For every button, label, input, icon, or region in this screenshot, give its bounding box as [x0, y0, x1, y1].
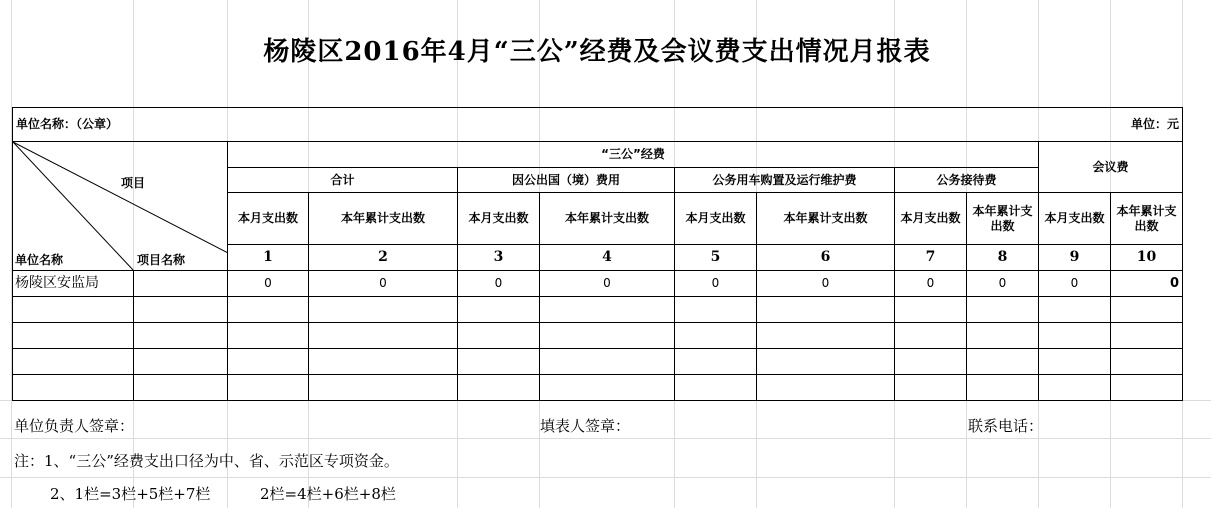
meeting-month-header: 本月支出数: [1039, 193, 1111, 245]
column-number: 6: [757, 245, 895, 271]
reception-header: 公务接待费: [895, 168, 1039, 193]
value-cell[interactable]: 0: [309, 271, 458, 297]
vehicle-header: 公务用车购置及运行维护费: [675, 168, 895, 193]
empty-cell[interactable]: [1039, 375, 1111, 401]
diagonal-lines: [13, 142, 228, 271]
reception-year-header: 本年累计支出数: [967, 193, 1039, 245]
note-2a: 2、1栏=3栏+5栏+7栏: [50, 485, 211, 503]
empty-cell[interactable]: [1111, 349, 1183, 375]
value-cell[interactable]: 0: [967, 271, 1039, 297]
value-cell[interactable]: 0: [458, 271, 540, 297]
empty-cell[interactable]: [1111, 323, 1183, 349]
total-header: 合计: [228, 168, 458, 193]
table-row[interactable]: [13, 349, 1183, 375]
table-row[interactable]: [13, 297, 1183, 323]
column-number: 10: [1111, 245, 1183, 271]
empty-cell[interactable]: [1111, 375, 1183, 401]
empty-cell[interactable]: [13, 375, 134, 401]
empty-cell[interactable]: [13, 349, 134, 375]
empty-cell[interactable]: [967, 297, 1039, 323]
org-name-cell[interactable]: 杨陵区安监局: [13, 271, 134, 297]
note-1: 注：1、“三公”经费支出口径为中、省、示范区专项资金。: [14, 452, 399, 470]
phone-label: 联系电话：: [968, 417, 1044, 435]
empty-cell[interactable]: [1111, 297, 1183, 323]
empty-cell[interactable]: [895, 349, 967, 375]
total-year-header: 本年累计支出数: [309, 193, 458, 245]
empty-cell[interactable]: [134, 375, 228, 401]
item-name-header: 项目名称: [137, 253, 186, 267]
empty-cell[interactable]: [228, 349, 309, 375]
empty-cell[interactable]: [458, 349, 540, 375]
total-month-header: 本月支出数: [228, 193, 309, 245]
empty-cell[interactable]: [895, 323, 967, 349]
abroad-month-header: 本月支出数: [458, 193, 540, 245]
empty-cell[interactable]: [458, 323, 540, 349]
empty-cell[interactable]: [757, 375, 895, 401]
column-number: 1: [228, 245, 309, 271]
vehicle-year-header: 本年累计支出数: [757, 193, 895, 245]
value-cell[interactable]: 0: [895, 271, 967, 297]
note-2b: 2栏=4栏+6栏+8栏: [260, 485, 396, 503]
empty-cell[interactable]: [757, 323, 895, 349]
empty-cell[interactable]: [895, 297, 967, 323]
empty-cell[interactable]: [458, 375, 540, 401]
vehicle-month-header: 本月支出数: [675, 193, 757, 245]
unit-name-label: 单位名称：（公章）: [13, 108, 309, 142]
empty-cell[interactable]: [675, 323, 757, 349]
empty-cell[interactable]: [540, 375, 675, 401]
head-signature-label: 单位负责人签章：: [14, 417, 135, 435]
empty-cell[interactable]: [228, 375, 309, 401]
column-number: 5: [675, 245, 757, 271]
unit-name-header: 单位名称: [15, 253, 64, 267]
report-title: 杨陵区2016年4月“三公”经费及会议费支出情况月报表: [263, 37, 931, 67]
meeting-header: 会议费: [1039, 142, 1183, 193]
empty-cell[interactable]: [967, 323, 1039, 349]
value-cell[interactable]: 0: [1111, 271, 1183, 297]
report-table: [12, 107, 1183, 401]
abroad-header: 因公出国（境）费用: [458, 168, 675, 193]
value-cell[interactable]: 0: [228, 271, 309, 297]
empty-cell[interactable]: [675, 375, 757, 401]
empty-cell[interactable]: [309, 323, 458, 349]
column-number: 9: [1039, 245, 1111, 271]
value-cell[interactable]: 0: [540, 271, 675, 297]
column-number: 7: [895, 245, 967, 271]
empty-cell[interactable]: [1039, 323, 1111, 349]
empty-cell[interactable]: [967, 349, 1039, 375]
sangong-header: “三公”经费: [228, 142, 1039, 168]
reception-month-header: 本月支出数: [895, 193, 967, 245]
empty-cell[interactable]: [757, 349, 895, 375]
empty-cell[interactable]: [458, 297, 540, 323]
empty-cell[interactable]: [895, 375, 967, 401]
empty-cell[interactable]: [675, 297, 757, 323]
abroad-year-header: 本年累计支出数: [540, 193, 675, 245]
empty-cell[interactable]: [309, 375, 458, 401]
meeting-year-header: 本年累计支出数: [1111, 193, 1183, 245]
unit-row: [13, 108, 1183, 142]
empty-cell[interactable]: [540, 323, 675, 349]
diagonal-header-cell: [13, 142, 228, 271]
empty-cell[interactable]: [1039, 349, 1111, 375]
header-row-1: [13, 142, 1183, 168]
empty-cell[interactable]: [967, 375, 1039, 401]
item-name-cell[interactable]: [134, 271, 228, 297]
empty-cell[interactable]: [309, 349, 458, 375]
empty-cell[interactable]: [228, 297, 309, 323]
column-number: 8: [967, 245, 1039, 271]
empty-cell[interactable]: [13, 297, 134, 323]
empty-cell[interactable]: [757, 297, 895, 323]
empty-cell[interactable]: [134, 297, 228, 323]
column-number: 2: [309, 245, 458, 271]
empty-cell[interactable]: [134, 323, 228, 349]
table-row[interactable]: [13, 323, 1183, 349]
currency-unit-label: 单位：元: [1111, 108, 1183, 142]
value-cell[interactable]: 0: [1039, 271, 1111, 297]
column-number: 3: [458, 245, 540, 271]
value-cell[interactable]: 0: [757, 271, 895, 297]
empty-cell[interactable]: [540, 297, 675, 323]
empty-cell[interactable]: [1039, 297, 1111, 323]
empty-cell[interactable]: [134, 349, 228, 375]
empty-cell[interactable]: [228, 323, 309, 349]
filler-signature-label: 填表人签章：: [540, 417, 631, 435]
empty-cell[interactable]: [309, 297, 458, 323]
table-row[interactable]: [13, 271, 1183, 297]
empty-cell[interactable]: [13, 323, 134, 349]
column-number: 4: [540, 245, 675, 271]
empty-cell[interactable]: [540, 349, 675, 375]
empty-cell[interactable]: [675, 349, 757, 375]
item-header: 项目: [120, 176, 145, 190]
table-row[interactable]: [13, 375, 1183, 401]
value-cell[interactable]: 0: [675, 271, 757, 297]
